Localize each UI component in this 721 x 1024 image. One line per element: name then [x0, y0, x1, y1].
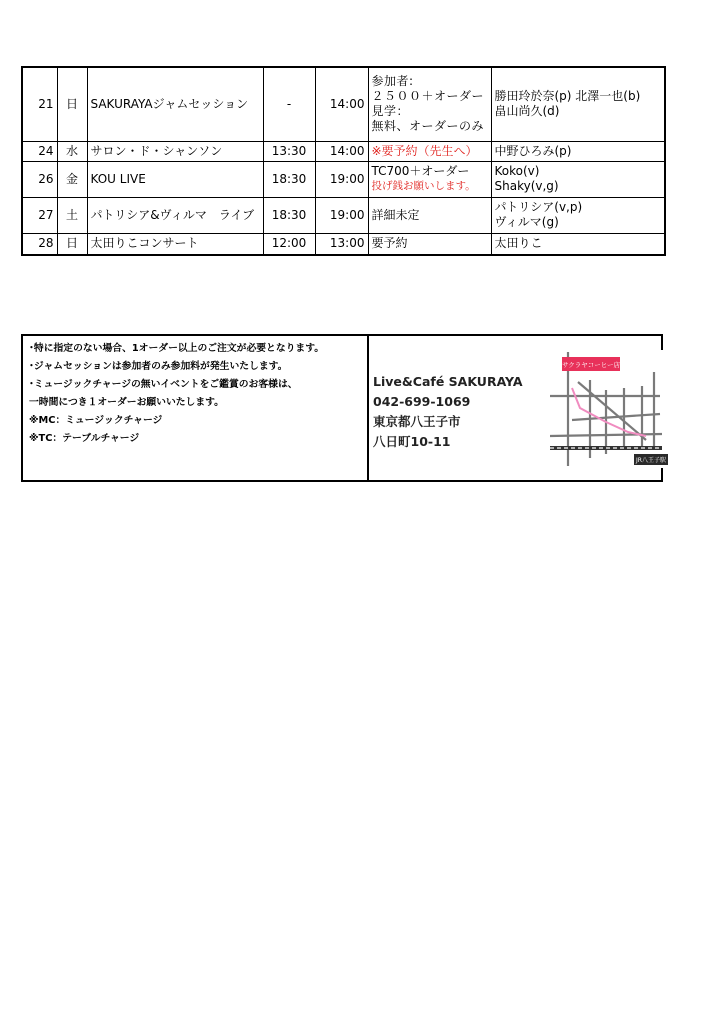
- event-performers: [491, 67, 665, 141]
- event-performers: [491, 197, 665, 233]
- event-performer-line: 畠山尚久(d): [494, 104, 560, 119]
- event-performer-line: Koko(v): [494, 164, 540, 178]
- event-weekday: 金: [57, 161, 87, 197]
- event-weekday: 水: [57, 141, 87, 161]
- note-line: ※MC：ミュージックチャージ: [29, 415, 163, 426]
- notes-panel: [23, 336, 369, 480]
- schedule-row: [22, 233, 665, 255]
- schedule-row: [22, 141, 665, 161]
- event-title: サロン・ド・シャンソン: [87, 141, 263, 161]
- event-title: KOU LIVE: [87, 161, 263, 197]
- event-price-line: 投げ銭お願いします。: [371, 180, 476, 192]
- event-price-line: 見学：: [371, 104, 410, 119]
- info-box: [21, 334, 666, 482]
- event-open-time: 18:30: [263, 161, 315, 197]
- event-performers: [491, 233, 665, 255]
- schedule-row: [22, 67, 665, 141]
- event-price-line: 無料、オーダーのみ: [371, 119, 485, 134]
- event-day: 28: [22, 233, 57, 255]
- event-weekday: 日: [57, 233, 87, 255]
- schedule-row: [22, 161, 665, 197]
- event-start-time: 19:00: [315, 161, 368, 197]
- event-title: 太田りこコンサート: [87, 233, 263, 255]
- event-performer-line: 太田りこ: [494, 236, 543, 251]
- event-title: パトリシア&ヴィルマ ライブ: [87, 197, 263, 233]
- map-railway: [550, 446, 662, 450]
- event-performers: [491, 161, 665, 197]
- event-weekday: 土: [57, 197, 87, 233]
- event-start-time: 19:00: [315, 197, 368, 233]
- event-price: [368, 197, 491, 233]
- event-price: [368, 141, 491, 161]
- event-performer-line: 勝田玲於奈(p) 北澤一也(b): [494, 89, 641, 104]
- event-open-time: 13:30: [263, 141, 315, 161]
- event-title: SAKURAYAジャムセッション: [87, 67, 263, 141]
- event-day: 24: [22, 141, 57, 161]
- event-performer-line: 中野ひろみ(p): [494, 143, 572, 158]
- event-day: 21: [22, 67, 57, 141]
- note-line: ･ジャムセッションは参加者のみ参加料が発生いたします。: [29, 361, 288, 372]
- note-line: 一時間につき１オーダーお願いいたします。: [29, 397, 224, 408]
- event-start-time: 13:00: [315, 233, 368, 255]
- event-price-line: 参加者:: [371, 74, 414, 89]
- map-station-label: JR八王子駅: [636, 457, 666, 464]
- event-open-time: 18:30: [263, 197, 315, 233]
- event-price-line: TC700＋オーダー: [371, 164, 470, 178]
- shop-address-line-2: 八日町10-11: [373, 434, 451, 449]
- event-performer-line: Shaky(v,g): [494, 179, 559, 193]
- schedule-row: [22, 197, 665, 233]
- shop-address-line-1: 東京都八王子市: [373, 414, 461, 429]
- event-price-line: 要予約: [371, 236, 408, 251]
- event-price-line: ２５００＋オーダー: [371, 89, 485, 104]
- event-weekday: 日: [57, 67, 87, 141]
- event-day: 27: [22, 197, 57, 233]
- shop-info: [373, 372, 523, 452]
- event-start-time: 14:00: [315, 141, 368, 161]
- event-price: [368, 233, 491, 255]
- event-day: 26: [22, 161, 57, 197]
- event-open-time: -: [263, 67, 315, 141]
- event-performers: [491, 141, 665, 161]
- schedule-body: [22, 67, 665, 255]
- event-price-line: 詳細未定: [371, 207, 420, 222]
- note-line: ･ミュージックチャージの無いイベントをご鑑賞のお客様は、: [29, 379, 298, 390]
- event-start-time: 14:00: [315, 67, 368, 141]
- shop-phone: 042-699-1069: [373, 394, 471, 409]
- event-price: [368, 67, 491, 141]
- shop-name: Live&Café SAKURAYA: [373, 374, 523, 389]
- event-schedule-table: [21, 66, 666, 256]
- map-shop-label: サクラヤコーヒー店: [562, 361, 620, 369]
- note-line: ※TC：テーブルチャージ: [29, 433, 140, 444]
- event-price-line: ※要予約（先生へ）: [371, 143, 478, 158]
- event-price: [368, 161, 491, 197]
- note-line: ･特に指定のない場合、1オーダー以上のご注文が必要となります。: [29, 343, 325, 354]
- event-performer-line: ヴィルマ(g): [494, 215, 559, 229]
- access-map: [550, 350, 670, 468]
- event-performer-line: パトリシア(v,p): [494, 200, 583, 214]
- event-open-time: 12:00: [263, 233, 315, 255]
